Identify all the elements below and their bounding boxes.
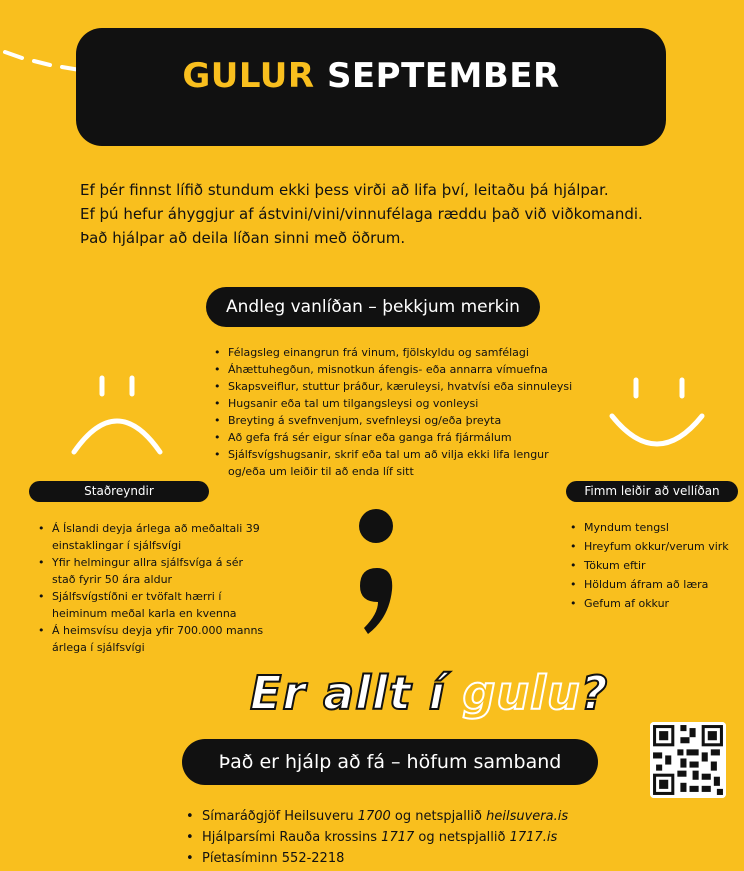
slogan-highlight: gulu [462,666,581,720]
facts-list [38,520,268,656]
intro-text [80,178,720,250]
slogan [250,666,608,720]
list-item: • Á Íslandi deyja árlega að meðaltali 39 einstaklingar í sjálfsvígi [38,520,268,554]
list-item: • Sjálfsvígshugsanir, skrif eða tal um að vilja ekki lifa lengur og/eða um leiðir til að enda líf sitt [214,446,584,480]
intro-line: Ef þér finnst lífið stundum ekki þess virði að lifa því, leitaðu þá hjálpar. [80,181,609,199]
contact-pieta: • Píetasíminn 552-2218 [186,848,706,869]
ways-list [570,518,740,613]
chat-link[interactable]: 1717.is [509,830,558,845]
chat-link[interactable]: heilsuvera.is [486,809,569,824]
contact-heilsuvera: • Símaráðgjöf Heilsuveru 1700 og netspjallið heilsuvera.is [186,806,706,827]
list-item: • Sjálfsvígstíðni er tvöfalt hærri í heiminum meðal karla en kvenna [38,588,268,622]
list-item: • Að gefa frá sér eigur sínar eða ganga frá fjármálum [214,429,584,446]
sad-face-icon [64,370,174,460]
list-item: • Skapsveiflur, stuttur þráður, kæruleysi, hvatvísi eða sinnuleysi [214,378,584,395]
intro-line: Það hjálpar að deila líðan sinni með öðrum. [80,229,406,247]
title-word-gulur: GULUR [182,56,315,96]
list-item: • Höldum áfram að læra [570,575,740,594]
contacts-list [186,806,706,869]
list-item: • Tökum eftir [570,556,740,575]
ways-heading: Fimm leiðir að vellíðan [566,481,738,502]
contact-red-cross: • Hjálparsími Rauða krossins 1717 og netspjallið 1717.is [186,827,706,848]
happy-face-icon [602,372,712,452]
slogan-part: ? [580,666,609,720]
list-item: • Hugsanir eða tal um tilgangsleysi og vonleysi [214,395,584,412]
list-item: • Hreyfum okkur/verum virk [570,537,740,556]
facts-heading: Staðreyndir [29,481,209,502]
help-heading: Það er hjálp að fá – höfum samband [182,739,598,785]
list-item: • Á heimsvísu deyja yfir 700.000 manns árlega í sjálfsvígi [38,622,268,656]
qr-code[interactable] [650,722,726,798]
list-item: • Gefum af okkur [570,594,740,613]
semicolon-icon [352,500,402,640]
signs-heading: Andleg vanlíðan – þekkjum merkin [206,287,540,327]
list-item: • Yfir helmingur allra sjálfsvíga á sér stað fyrir 50 ára aldur [38,554,268,588]
signs-list [214,344,584,480]
phone-number[interactable]: 1700 [357,809,391,824]
list-item: • Myndum tengsl [570,518,740,537]
list-item: • Félagsleg einangrun frá vinum, fjölskyldu og samfélagi [214,344,584,361]
title-word-september: SEPTEMBER [326,56,560,96]
list-item: • Breyting á svefnvenjum, svefnleysi og/eða þreyta [214,412,584,429]
intro-line: Ef þú hefur áhyggjur af ástvini/vini/vinnufélaga ræddu það við viðkomandi. [80,205,643,223]
phone-number[interactable]: 1717 [381,830,415,845]
page-title [76,56,666,96]
slogan-part: Er allt í [250,666,463,720]
list-item: • Áhættuhegðun, misnotkun áfengis- eða annarra vímuefna [214,361,584,378]
